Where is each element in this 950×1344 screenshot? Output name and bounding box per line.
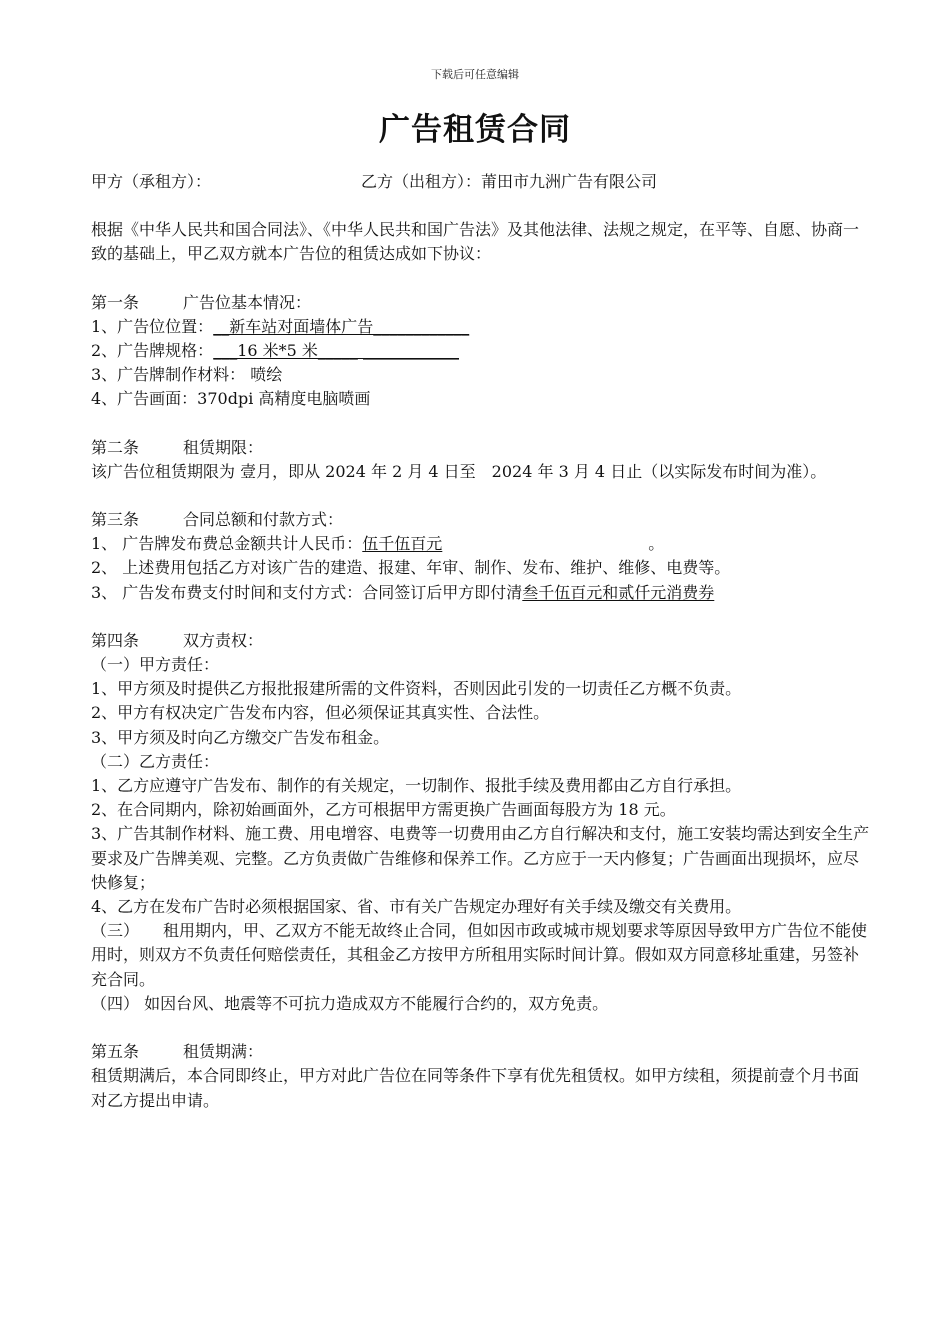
article-5-heading [91, 1040, 871, 1064]
article-1-item-3: 3、广告牌制作材料： 喷绘 [91, 365, 283, 385]
document-title: 广告租赁合同 [379, 112, 571, 148]
header-note: 下载后可任意编辑 [431, 68, 519, 81]
party-b-duties-heading: （二）乙方责任： [91, 751, 220, 771]
article-5-title: 租赁期满： [183, 1042, 264, 1062]
item-label: 1、广告位位置： [91, 316, 214, 336]
article-3-item-3 [91, 581, 871, 605]
item-label: 2、广告牌规格： [91, 341, 214, 361]
article-5-text: 租赁期满后，本合同即终止，甲方对此广告位在同等条件下享有优先租赁权。如甲方续租，须提前壹个月书面对乙方提出申请。 [91, 1066, 860, 1110]
article-2-text: 该广告位租赁期限为 壹月，即从 2024 年 2 月 4 日至 2024 年 3 月 4 日止（以实际发布时间为准）。 [91, 461, 827, 481]
party-a-duty-3: 3、甲方须及时向乙方缴交广告发布租金。 [91, 727, 390, 747]
article-3-heading [91, 508, 871, 532]
item-end: 。 [648, 534, 665, 554]
ad-size-value: ___16 米*5 米_____ ____________ [213, 341, 459, 361]
party-a-duty-1: 1、甲方须及时提供乙方报批报建所需的文件资料，否则因此引发的一切责任乙方概不负责。 [91, 679, 742, 699]
article-1-title: 广告位基本情况： [183, 292, 312, 312]
article-1-number: 第一条 [91, 292, 140, 312]
party-b-duty-1: 1、乙方应遵守广告发布、制作的有关规定，一切制作、报批手续及费用都由乙方自行承担。 [91, 776, 742, 796]
article-5-number: 第五条 [91, 1042, 140, 1062]
article-2-title: 租赁期限： [183, 437, 264, 457]
article-3-item-2: 2、 上述费用包括乙方对该广告的建造、报建、年审、制作、发布、维护、维修、电费等。 [91, 558, 731, 578]
article-1-item-2 [91, 339, 871, 363]
article-3-item-1 [91, 532, 871, 556]
item-label: 1、 广告牌发布费总金额共计人民币： [91, 534, 363, 554]
article-1-item-1 [91, 315, 871, 339]
party-b-duty-2: 2、在合同期内，除初始画面外，乙方可根据甲方需更换广告画面每股方为 18 元。 [91, 800, 676, 820]
article-1-item-4: 4、广告画面：370dpi 高精度电脑喷画 [91, 389, 371, 409]
article-4-heading [91, 629, 871, 653]
ad-location-value: __新车站对面墙体广告____________ [213, 316, 470, 336]
article-2-number: 第二条 [91, 437, 140, 457]
party-a-duty-2: 2、甲方有权决定广告发布内容，但必须保证其真实性、合法性。 [91, 703, 550, 723]
party-b-duty-4: 4、乙方在发布广告时必须根据国家、省、市有关广告规定办理好有关手续及缴交有关费用。 [91, 897, 742, 917]
clause-3: （三） 租用期内，甲、乙双方不能无故终止合同，但如因市政或城市规划要求等原因导致甲方广告位不能使用时，则双方不负责任何赔偿责任，其租金乙方按甲方所租用实际时间计算。假如双方同意移址重建，另签补充合同。 [91, 921, 868, 989]
payment-value: 叁千伍百元和贰仟元消费券 [522, 582, 715, 602]
article-4-title: 双方责权： [183, 630, 264, 650]
party-a: 甲方（承租方）： [91, 172, 212, 191]
document-body [91, 170, 871, 1113]
article-4-number: 第四条 [91, 630, 140, 650]
article-2-heading [91, 436, 871, 460]
article-3-number: 第三条 [91, 510, 140, 530]
article-3-title: 合同总额和付款方式： [183, 510, 344, 530]
party-b: 乙方（出租方）：莆田市九洲广告有限公司 [361, 172, 658, 191]
total-amount-value: 伍千伍百元 [362, 534, 443, 554]
item-label: 3、 广告发布费支付时间和支付方式：合同签订后甲方即付清 [91, 582, 523, 602]
article-1-heading [91, 291, 871, 315]
party-b-duty-3: 3、广告其制作材料、施工费、用电增容、电费等一切费用由乙方自行解决和支付，施工安装均需达到安全生产要求及广告牌美观、完整。乙方负责做广告维修和保养工作。乙方应于一天内修复；广告画面出现损坏，应尽快修复； [91, 824, 870, 892]
parties-line [91, 170, 871, 194]
intro-paragraph: 根据《中华人民共和国合同法》、《中华人民共和国广告法》及其他法律、法规之规定，在平等、自愿、协商一致的基础上，甲乙双方就本广告位的租赁达成如下协议： [91, 220, 860, 264]
party-a-duties-heading: （一）甲方责任： [91, 655, 220, 675]
clause-4: （四） 如因台风、地震等不可抗力造成双方不能履行合约的，双方免责。 [91, 993, 609, 1013]
